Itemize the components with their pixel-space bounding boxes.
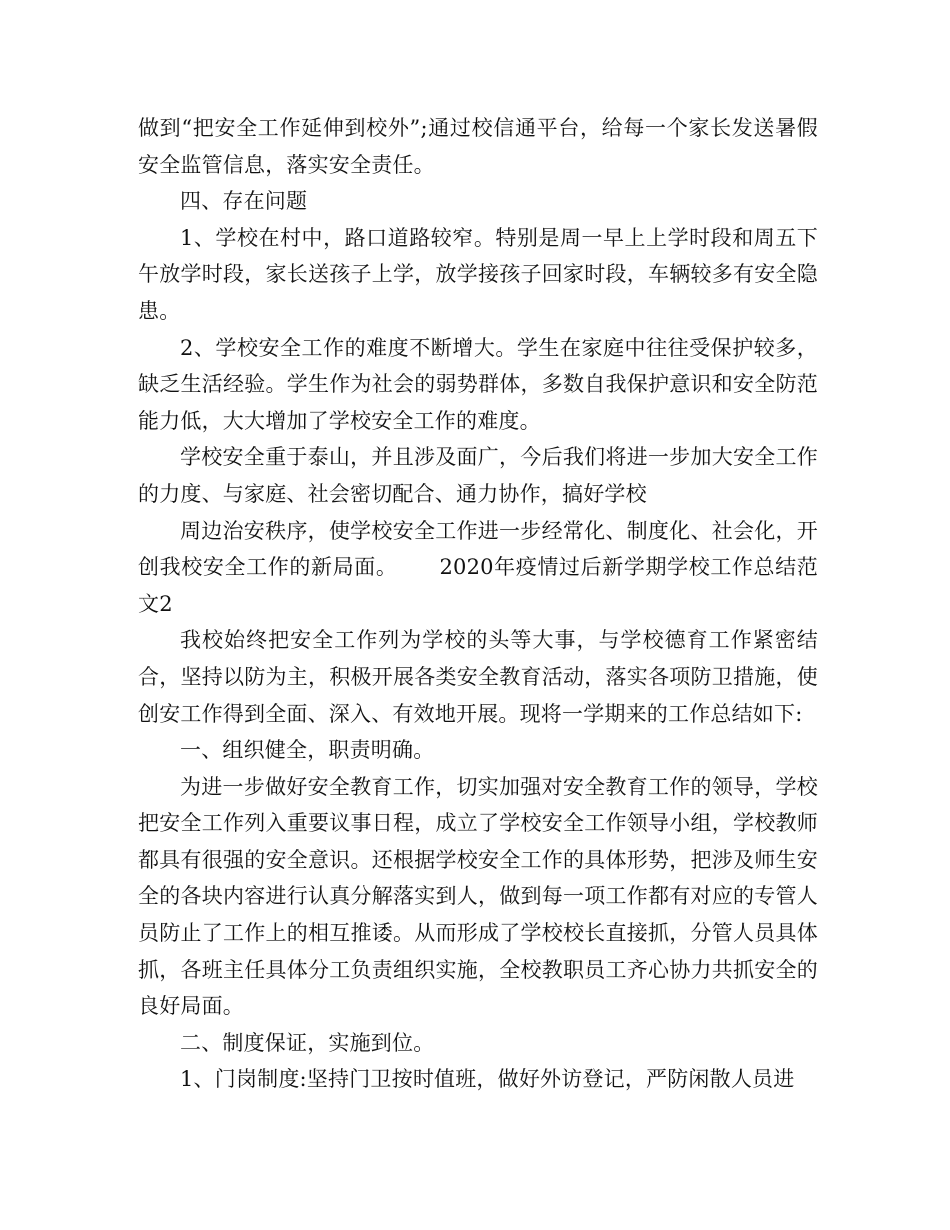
paragraph-gate-system: 1、门岗制度:坚持门卫按时值班，做好外访登记，严防闲散人员进 (180, 1067, 795, 1092)
paragraph-1: 做到“把安全工作延伸到校外”;通过校信通平台，给每一个家长发送暑假安全监管信息，落实安全责任。 (138, 116, 818, 177)
document-body (138, 110, 818, 1098)
section-heading-problems: 四、存在问题 (180, 189, 308, 214)
article-title-2: 2020年疫情过后新学期学校工作总结范文2 (138, 555, 818, 616)
paragraph-intro-2: 我校始终把安全工作列为学校的头等大事，与学校德育工作紧密结合，坚持以防为主，积极开展各类安全教育活动，落实各项防卫措施，使创安工作得到全面、深入、有效地开展。现将一学期来的工作总结如下: (138, 628, 818, 726)
paragraph-conclusion-2-text: 周边治安秩序，使学校安全工作进一步经常化、制度化、社会化，开创我校安全工作的新局面。 (138, 518, 818, 580)
section-heading-organization: 一、组织健全，职责明确。 (180, 738, 435, 763)
paragraph-conclusion-2 (138, 513, 818, 623)
paragraph-conclusion-1: 学校安全重于泰山，并且涉及面广，今后我们将进一步加大安全工作的力度、与家庭、社会密切配合、通力协作，搞好学校 (138, 445, 818, 506)
paragraph-problem-1: 1、学校在村中，路口道路较窄。特别是周一早上上学时段和周五下午放学时段，家长送孩子上学，放学接孩子回家时段，车辆较多有安全隐患。 (138, 225, 818, 323)
section-heading-system: 二、制度保证，实施到位。 (180, 1030, 435, 1055)
paragraph-organization: 为进一步做好安全教育工作，切实加强对安全教育工作的领导，学校把安全工作列入重要议事日程，成立了学校安全工作领导小组，学校教师都具有很强的安全意识。还根据学校安全工作的具体形势，把涉及师生安全的各块内容进行认真分解落实到人，做到每一项工作都有对应的专管人员防止了工作上的相互推诿。从而形成了学校校长直接抓，分管人员具体抓，各班主任具体分工负责组织实施，全校教职员工齐心协力共抓安全的良好局面。 (138, 774, 818, 1019)
paragraph-problem-2: 2、学校安全工作的难度不断增大。学生在家庭中往往受保护较多，缺乏生活经验。学生作为社会的弱势群体，多数自我保护意识和安全防范能力低，大大增加了学校安全工作的难度。 (138, 335, 818, 433)
